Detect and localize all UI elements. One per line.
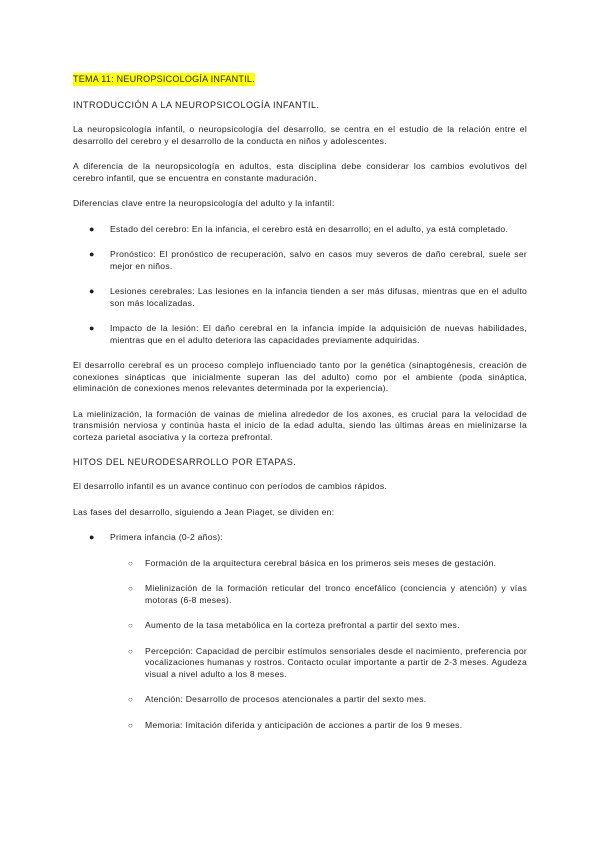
sub-list-item-text: Atención: Desarrollo de procesos atencionales a partir del sexto mes. <box>145 694 427 704</box>
paragraph: A diferencia de la neuropsicología en adultos, esta disciplina debe considerar los cambios evolutivos del cerebro infantil, que se encuentra en constante maduración. <box>73 161 527 183</box>
sub-list-item <box>73 694 527 706</box>
circle-bullet-icon: ○ <box>128 584 134 593</box>
bullet-icon: ● <box>89 286 95 296</box>
bullet-icon: ● <box>89 223 95 234</box>
list-item-text: Lesiones cerebrales: Las lesiones en la infancia tienden a ser más difusas, mientras que en el adulto son más localizadas. <box>110 286 527 308</box>
circle-bullet-icon: ○ <box>128 646 134 656</box>
sub-list-item-text: Aumento de la tasa metabólica en la corteza prefrontal a partir del sexto mes. <box>145 620 460 630</box>
sub-list-item-text: Mielinización de la formación reticular del tronco encefálico (conciencia y atención) y vías motoras (6-8 meses). <box>145 583 527 605</box>
list-item-text: Estado del cerebro: En la infancia, el cerebro está en desarrollo; en el adulto, ya está completado. <box>110 223 509 234</box>
stage-label: Primera infancia (0-2 años): <box>110 532 224 542</box>
sub-list-item <box>73 583 527 606</box>
stages-list <box>73 532 527 731</box>
list-item <box>73 224 527 236</box>
sub-list-item <box>73 558 527 570</box>
circle-bullet-icon: ○ <box>128 695 134 704</box>
circle-bullet-icon: ○ <box>128 621 134 630</box>
sub-list-item <box>73 720 527 732</box>
list-item-text: Pronóstico: El pronóstico de recuperación, salvo en casos muy severos de daño cerebral, suele ser mejor en niños. <box>110 249 527 271</box>
circle-bullet-icon: ○ <box>128 720 134 730</box>
paragraph: La neuropsicología infantil, o neuropsicología del desarrollo, se centra en el estudio de la relación entre el desarrollo del cerebro y el desarrollo de la conducta en niños y adolescentes. <box>73 124 527 146</box>
sub-list-item-text: Formación de la arquitectura cerebral básica en los primeros seis meses de gestación. <box>145 557 497 568</box>
paragraph: Diferencias clave entre la neuropsicología del adulto y la infantil: <box>73 198 335 208</box>
list-item-stage <box>73 532 527 731</box>
list-item-text: Impacto de la lesión: El daño cerebral en la infancia impide la adquisición de nuevas habilidades, mientras que en el adulto deteriora las capacidades previamente adquiridas. <box>110 323 527 345</box>
section-heading-hitos: HITOS DEL NEURODESARROLLO POR ETAPAS. <box>73 457 297 467</box>
sub-list-item <box>73 620 527 632</box>
differences-list <box>73 224 527 347</box>
list-item <box>73 249 527 272</box>
sub-list-item-text: Memoria: Imitación diferida y anticipación de acciones a partir de los 9 meses. <box>145 719 463 730</box>
sub-list-item <box>73 646 527 681</box>
bullet-icon: ● <box>89 532 95 542</box>
paragraph: Las fases del desarrollo, siguiendo a Jean Piaget, se dividen en: <box>73 506 335 517</box>
circle-bullet-icon: ○ <box>128 558 134 568</box>
document-title-line <box>73 73 527 86</box>
paragraph: El desarrollo cerebral es un proceso complejo influenciado tanto por la genética (sinaptogénesis, creación de conexiones sinápticas que inicialmente superan las del adulto) como por el ambiente (poda sináptica, eliminación de conexiones menos relevantes determinada por la experiencia). <box>73 360 527 393</box>
stage-sublist <box>73 558 527 732</box>
bullet-icon: ● <box>89 323 95 333</box>
list-item <box>73 323 527 346</box>
document-body <box>73 73 527 731</box>
sub-list-item-text: Percepción: Capacidad de percibir estímulos sensoriales desde el nacimiento, preferencia por vocalizaciones humanas y rostros. Contacto ocular importante a partir de 2-3 meses. Agudeza visual a nivel adulto a los 8 meses. <box>145 645 527 679</box>
paragraph: El desarrollo infantil es un avance continuo con períodos de cambios rápidos. <box>73 481 388 491</box>
paragraph: La mielinización, la formación de vainas de mielina alrededor de los axones, es crucial para la velocidad de transmisión nerviosa y continúa hasta el inicio de la edad adulta, siendo las últimas áreas en mielinizarse la corteza parietal asociativa y la corteza prefrontal. <box>73 408 527 442</box>
document-title: TEMA 11: NEUROPSICOLOGÍA INFANTIL. <box>73 74 255 84</box>
list-item <box>73 286 527 309</box>
bullet-icon: ● <box>89 249 95 259</box>
section-heading-introduccion: INTRODUCCIÓN A LA NEUROPSICOLOGÍA INFANTIL. <box>73 100 320 110</box>
